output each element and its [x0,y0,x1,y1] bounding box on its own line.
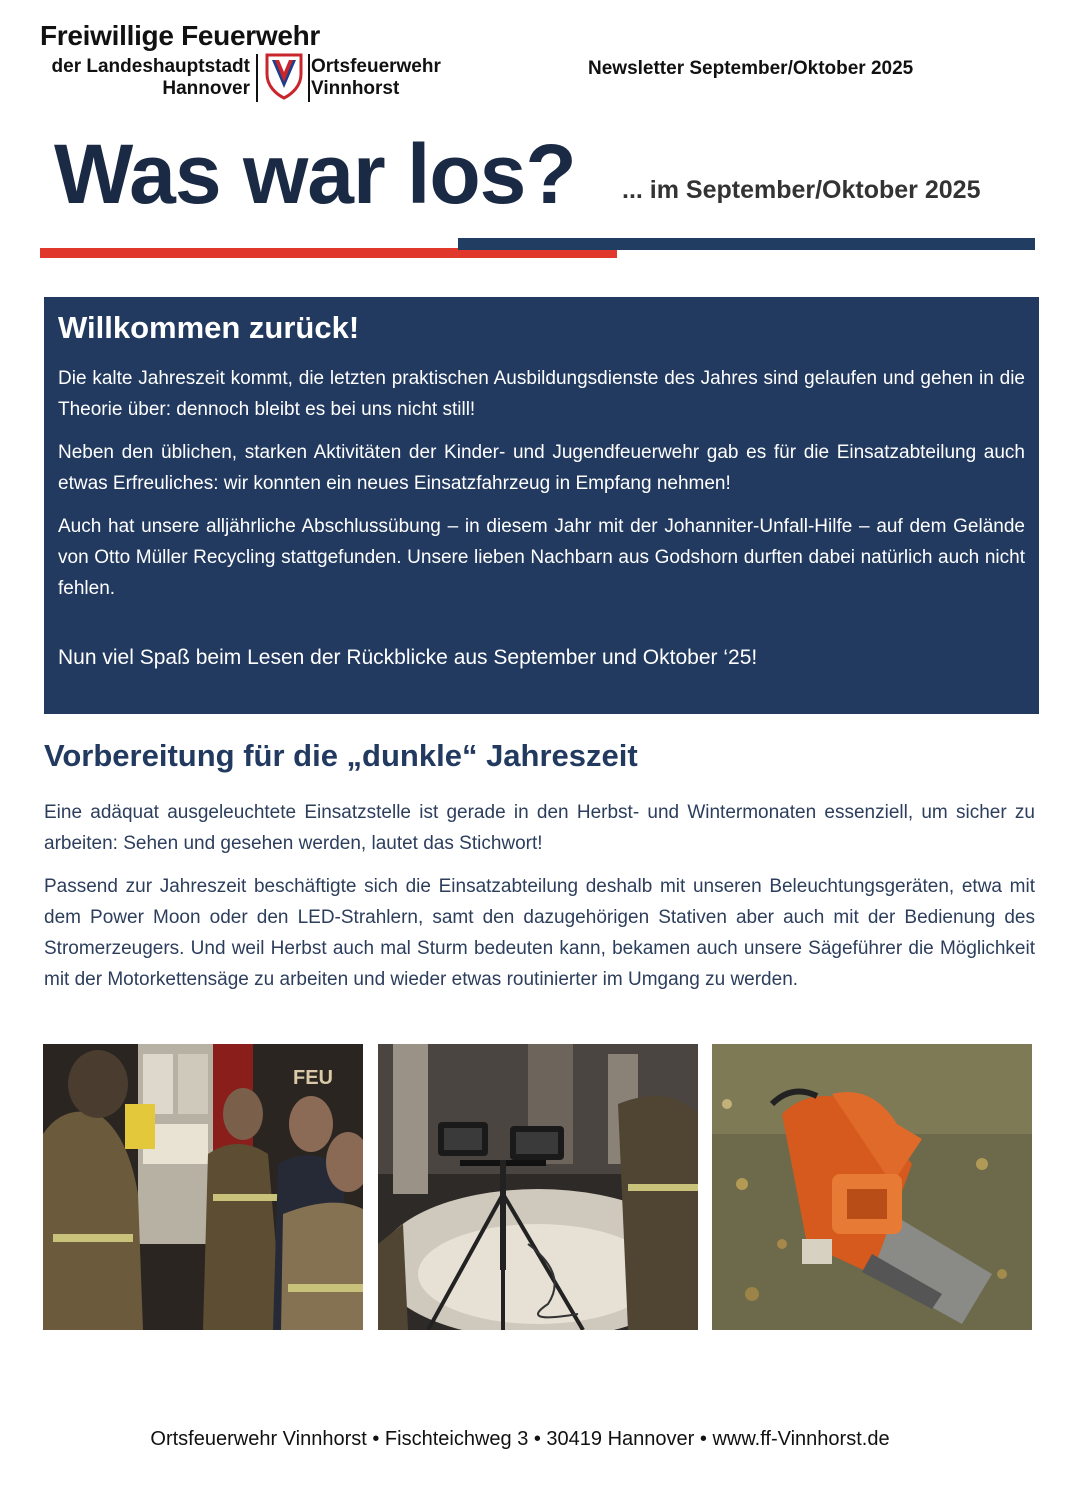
section-paragraph: Eine adäquat ausgeleuchtete Einsatzstelle ist gerade in den Herbst- und Wintermonaten essenziell, um sicher zu arbeiten: Sehen und gesehen werden, lautet das Stichwort! [44,802,1035,854]
org-city-line-1: der Landeshauptstadt [51,56,250,77]
photo-firefighters-vehicle [43,1044,363,1330]
welcome-heading: Willkommen zurück! [58,310,360,345]
org-name: Freiwillige Feuerwehr [40,20,321,51]
org-city-block [40,56,250,100]
org-local-line-1: Ortsfeuerwehr [311,56,441,77]
section-paragraph: Passend zur Jahreszeit beschäftigte sich die Einsatzabteilung deshalb mit unseren Beleuchtungsgeräten, etwa mit dem Power Moon oder den LED-Strahlern, samt den dazugehörigen Stativen aber auch mit der Bedienung des Stromerzeugers. Und weil Herbst auch mal Sturm bedeuten kann, bekamen auch unsere Sägeführer die Möglichkeit mit der Motorkettensäge zu arbeiten und wieder etwas routinierter im Umgang zu werden. [44,876,1035,990]
org-local-block [311,56,441,100]
welcome-box [44,297,1039,714]
fire-department-crest-icon [264,52,304,100]
logo-divider-right [308,54,310,102]
section-heading: Vorbereitung für die „dunkle“ Jahreszeit [44,738,638,773]
accent-bar-blue [458,238,1035,250]
photo-chainsaw [712,1044,1032,1330]
welcome-closing: Nun viel Spaß beim Lesen der Rückblicke aus September und Oktober ‘25! [58,646,758,669]
welcome-paragraph: Auch hat unsere alljährliche Abschlussübung – in diesem Jahr mit der Johanniter-Unfall-Hilfe – auf dem Gelände von Otto Müller Recycling stattgefunden. Unsere lieben Nachbarn aus Godshorn durften dabei natürlich auch nicht fehlen. [58,516,1025,599]
org-city-line-2: Hannover [162,78,250,99]
page-title: Was war los? [54,127,576,221]
org-local-line-2: Vinnhorst [311,78,400,99]
page-subtitle: ... im September/Oktober 2025 [622,176,981,204]
newsletter-label: Newsletter September/Oktober 2025 [588,58,914,79]
vehicle-lettering: FEU [293,1067,333,1089]
welcome-paragraph: Neben den üblichen, starken Aktivitäten der Kinder- und Jugendfeuerwehr gab es für die Einsatzabteilung auch etwas Erfreuliches: wir konnten ein neues Einsatzfahrzeug in Empfang nehmen! [58,442,1025,494]
logo-divider-left [256,54,258,102]
welcome-paragraph: Die kalte Jahreszeit kommt, die letzten praktischen Ausbildungsdienste des Jahres sind gelaufen und gehen in die Theorie über: dennoch bleibt es bei uns nicht still! [58,368,1025,420]
section-body [44,797,1035,1007]
page-footer: Ortsfeuerwehr Vinnhorst • Fischteichweg 3 • 30419 Hannover • www.ff-Vinnhorst.de [150,1428,890,1450]
newsletter-header [40,18,1040,108]
photo-led-floodlights [378,1044,698,1330]
